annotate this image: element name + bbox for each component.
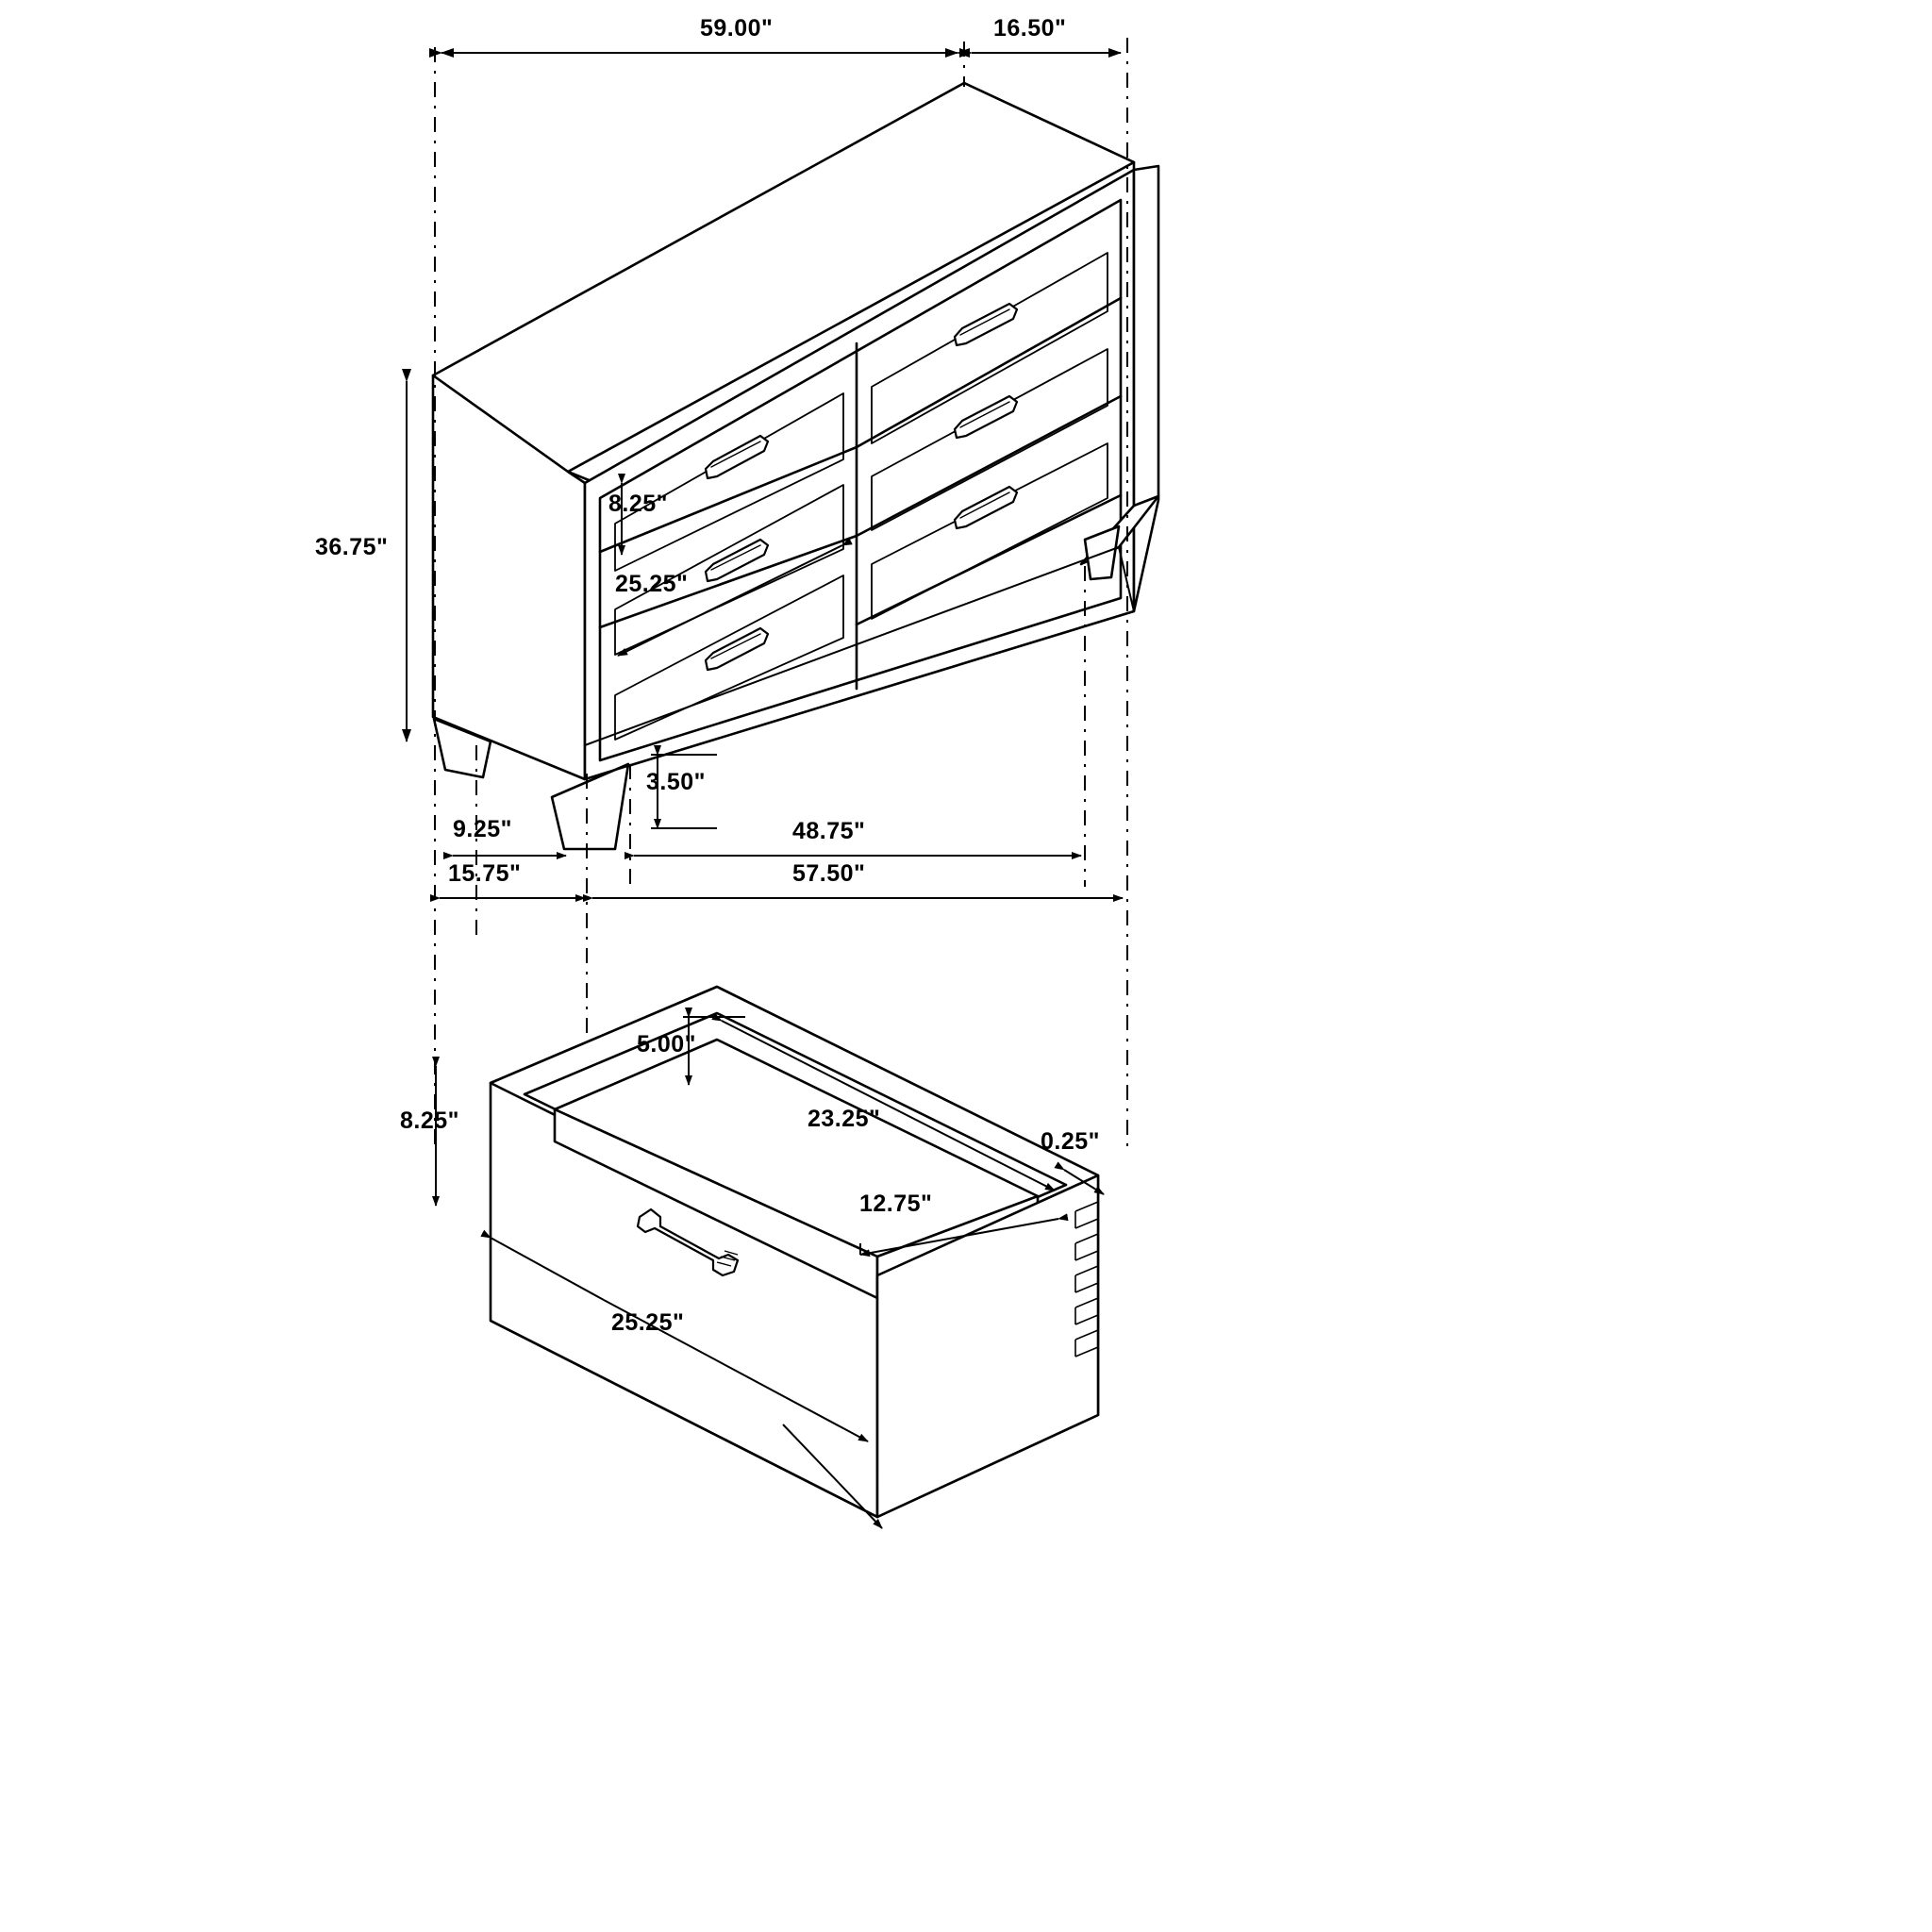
dim-drawer-interior-length: 23.25"	[808, 1106, 881, 1132]
dim-drawer-panel-thickness: 0.25"	[1041, 1128, 1101, 1155]
dim-base-depth: 15.75"	[448, 860, 522, 887]
dim-overall-width: 59.00"	[700, 15, 774, 42]
dim-base-width: 57.50"	[792, 860, 866, 887]
dim-drawer-interior-depth: 12.75"	[859, 1191, 933, 1217]
dim-leg-span: 48.75"	[792, 818, 866, 844]
dim-drawer-face-width: 25.25"	[615, 571, 689, 597]
dim-drawer-side-height: 8.25"	[400, 1108, 460, 1134]
dim-leg-setback: 9.25"	[453, 816, 513, 842]
dresser-body	[433, 83, 1158, 849]
dim-overall-depth: 16.50"	[993, 15, 1067, 42]
dim-drawer-front-width: 25.25"	[611, 1309, 685, 1336]
dim-leg-height: 3.50"	[646, 769, 707, 795]
dim-drawer-interior-height: 5.00"	[637, 1031, 697, 1058]
dim-overall-height: 36.75"	[315, 534, 389, 560]
dim-drawer-face-height: 8.25"	[608, 491, 669, 517]
